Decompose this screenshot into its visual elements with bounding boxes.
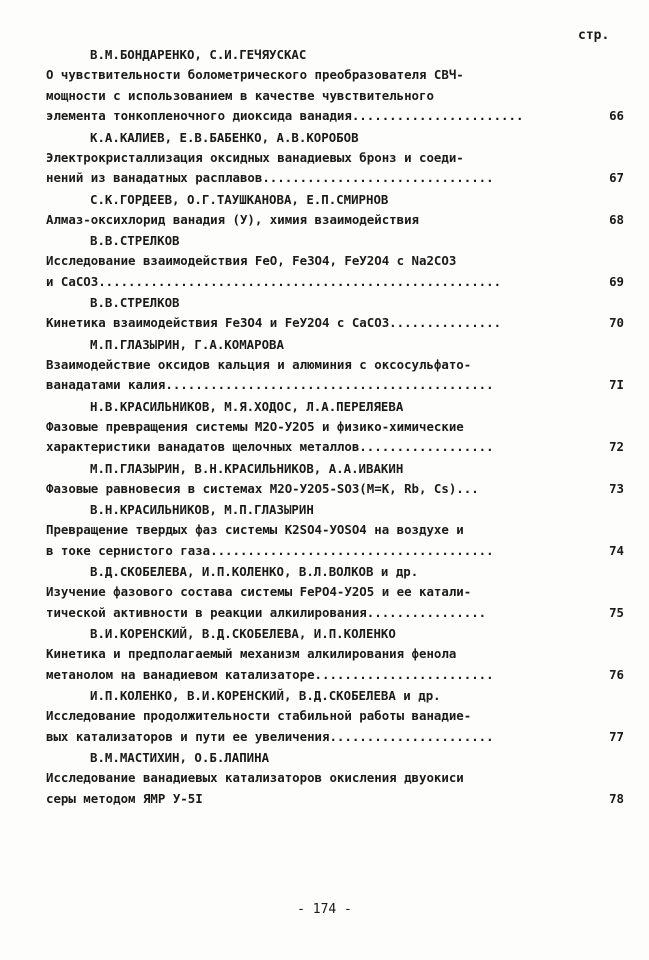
entry-authors: В.И.КОРЕНСКИЙ, В.Д.СКОБЕЛЕВА, И.П.КОЛЕНКО [90, 626, 396, 641]
entry-title-line [46, 437, 624, 458]
entry-title-line [46, 272, 624, 293]
entry-title-line [46, 148, 624, 169]
entry-title-line [46, 479, 624, 500]
entry-page-number: 76 [609, 666, 624, 682]
entry-page-number: 69 [609, 273, 624, 289]
entry-page-number: 72 [609, 439, 624, 454]
toc-entry [46, 458, 624, 500]
table-of-contents [46, 44, 624, 809]
toc-entry [46, 189, 624, 231]
entry-page-number: 78 [609, 790, 624, 806]
entry-page-number: 7I [609, 377, 624, 392]
entry-title-line [46, 644, 624, 665]
entry-title-text: Исследование взаимодействия FeO, Fe3O4, FeУ2O4 с Na2CO3 [46, 253, 457, 268]
entry-title-text: характеристики ванадатов щелочных металлов.................. [46, 439, 494, 454]
entry-page-number: 70 [609, 315, 624, 330]
entry-page-number: 66 [609, 108, 624, 123]
entry-title-line [46, 355, 624, 376]
entry-title-line [46, 541, 624, 562]
toc-entry [46, 44, 624, 127]
entry-title-text: Превращение твердых фаз системы K2SO4-УOSO4 на воздухе и [46, 522, 464, 537]
entry-title-text: Изучение фазового состава системы FePO4-У2O5 и ее катали- [46, 584, 472, 599]
entry-authors: В.В.СТРЕЛКОВ [90, 233, 180, 248]
entry-page-number: 77 [609, 728, 624, 744]
toc-entry [46, 292, 624, 334]
entry-authors: Н.В.КРАСИЛЬНИКОВ, М.Я.ХОДОС, Л.А.ПЕРЕЛЯЕВА [90, 398, 404, 414]
entry-title-text: Электрокристаллизация оксидных ванадиевых бронз и соеди- [46, 149, 464, 165]
entry-title-line [46, 65, 624, 86]
entry-title-line [46, 417, 624, 438]
entry-title-text: метанолом на ванадиевом катализаторе........................ [46, 666, 494, 682]
entry-title-line [46, 168, 624, 189]
entry-page-number: 75 [609, 604, 624, 620]
toc-entry [46, 685, 624, 747]
entry-authors: В.В.СТРЕЛКОВ [90, 295, 180, 310]
entry-page-number: 73 [609, 480, 624, 496]
entry-title-line [46, 520, 624, 541]
entry-authors: В.Н.КРАСИЛЬНИКОВ, М.П.ГЛАЗЫРИН [90, 502, 314, 517]
toc-entry [46, 561, 624, 623]
entry-title-line [46, 210, 624, 231]
entry-title-line [46, 727, 624, 748]
entry-authors: В.Д.СКОБЕЛЕВА, И.П.КОЛЕНКО, В.Л.ВОЛКОВ и др. [90, 564, 419, 579]
entry-title-line [46, 251, 624, 272]
entry-title-line [46, 789, 624, 810]
entry-title-text: Кинетика и предполагаемый механизм алкилирования фенола [46, 646, 457, 661]
entry-title-text: Фазовые равновесия в системах M2O-У2O5-SO3(M=K, Rb, Cs)... [46, 480, 479, 496]
entry-title-line [46, 106, 624, 127]
toc-entry [46, 499, 624, 561]
entry-title-line [46, 665, 624, 686]
entry-authors: М.П.ГЛАЗЫРИН, В.Н.КРАСИЛЬНИКОВ, А.А.ИВАКИН [90, 460, 404, 476]
entry-title-line [46, 706, 624, 727]
entry-title-text: Фазовые превращения системы M2O-У2O5 и физико-химические [46, 418, 464, 434]
entry-authors: С.К.ГОРДЕЕВ, О.Г.ТАУШКАНОВА, Е.П.СМИРНОВ [90, 191, 389, 207]
entry-title-text: вых катализаторов и пути ее увеличения...................... [46, 728, 494, 744]
entry-title-text: О чувствительности болометрического преобразователя СВЧ- [46, 67, 464, 82]
entry-authors: К.А.КАЛИЕВ, Е.В.БАБЕНКО, А.В.КОРОБОВ [90, 129, 359, 145]
entry-title-text: ванадатами калия............................................ [46, 377, 494, 392]
entry-title-text: элемента тонкопленочного диоксида ванадия....................... [46, 108, 524, 123]
entry-title-line [46, 86, 624, 107]
entry-title-text: серы методом ЯМР У-5I [46, 790, 203, 806]
entry-title-text: в токе сернистого газа...................................... [46, 542, 494, 558]
entry-title-text: Взаимодействие оксидов кальция и алюминия с оксосульфато- [46, 356, 472, 372]
entry-title-text: тической активности в реакции алкилирования................ [46, 604, 487, 620]
entry-authors: М.П.ГЛАЗЫРИН, Г.А.КОМАРОВА [90, 336, 284, 352]
entry-title-text: Исследование ванадиевых катализаторов окисления двуокиси [46, 770, 464, 785]
entry-title-text: Исследование продолжительности стабильной работы ванадие- [46, 708, 472, 723]
page-column-header: стр. [578, 28, 610, 43]
entry-title-line [46, 313, 624, 334]
entry-title-text: и CaCO3...................................................... [46, 273, 502, 289]
entry-authors: В.М.БОНДАРЕНКО, С.И.ГЕЧЯУСКАС [90, 47, 307, 62]
toc-entry [46, 747, 624, 809]
toc-entry [46, 396, 624, 458]
toc-entry [46, 334, 624, 396]
entry-title-text: Алмаз-оксихлорид ванадия (У), химия взаимодействия [46, 211, 419, 227]
entry-title-line [46, 603, 624, 624]
entry-title-text: Кинетика взаимодействия Fe3O4 и FeУ2O4 с CaCO3............... [46, 315, 502, 330]
toc-entry [46, 127, 624, 189]
entry-title-line [46, 768, 624, 789]
entry-authors: В.М.МАСТИХИН, О.Б.ЛАПИНА [90, 750, 270, 765]
entry-page-number: 68 [609, 211, 624, 227]
toc-entry [46, 230, 624, 292]
entry-title-text: мощности с использованием в качестве чувствительного [46, 87, 434, 103]
entry-title-line [46, 375, 624, 396]
toc-entry [46, 623, 624, 685]
entry-authors: И.П.КОЛЕНКО, В.И.КОРЕНСКИЙ, В.Д.СКОБЕЛЕВА и др. [90, 688, 441, 703]
page-number: - 174 - [297, 902, 352, 917]
entry-page-number: 67 [609, 170, 624, 185]
entry-page-number: 74 [609, 542, 624, 558]
entry-title-text: нений из ванадатных расплавов............................... [46, 170, 494, 185]
entry-title-line [46, 582, 624, 603]
